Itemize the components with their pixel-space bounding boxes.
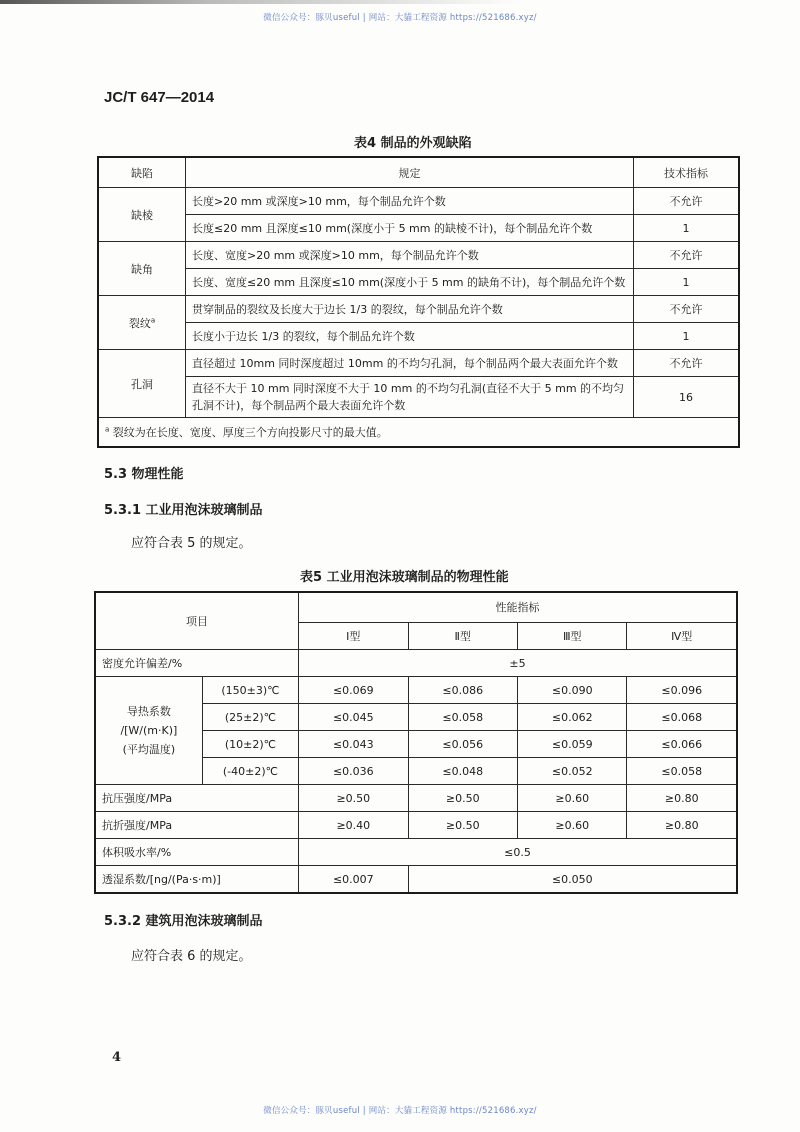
- defect-name: 裂纹$^a$: [98, 296, 186, 350]
- value-cell: ≤0.069: [299, 677, 408, 704]
- rule-cell: 长度≤20 mm 且深度≤10 mm(深度小于 5 mm 的缺棱不计)，每个制品允许个数: [186, 215, 634, 242]
- value-cell: ≤0.096: [627, 677, 737, 704]
- density-value: ±5: [299, 650, 737, 677]
- table-row: [98, 323, 739, 350]
- section-5-3-heading: 5.3 物理性能: [104, 467, 184, 482]
- rule-cell: 长度、宽度>20 mm 或深度>10 mm，每个制品允许个数: [186, 242, 634, 269]
- table-row: [95, 839, 737, 866]
- defect-name: 缺角: [98, 242, 186, 296]
- compressive-label: 抗压强度/MPa: [95, 785, 299, 812]
- value-cell: ≤0.036: [299, 758, 408, 785]
- rule-cell: 直径超过 10mm 同时深度超过 10mm 的不均匀孔洞，每个制品两个最大表面允许个数: [186, 350, 634, 377]
- table-row: [98, 215, 739, 242]
- permeability-label: 透湿系数/[ng/(Pa·s·m)]: [95, 866, 299, 894]
- table-row: [98, 350, 739, 377]
- header-type-4: Ⅳ型: [627, 622, 737, 649]
- table5-physical-properties: [94, 591, 738, 894]
- value-cell: ≤0.068: [627, 704, 737, 731]
- value-cell: ≤0.048: [408, 758, 517, 785]
- temp-cell: (25±2)℃: [202, 704, 298, 731]
- watermark-bottom: 微信公众号：豚贝useful | 网站：大貓工程资源 https://521686.xyz/: [263, 1106, 537, 1116]
- table-row: [98, 269, 739, 296]
- table5-caption: 表5 工业用泡沫玻璃制品的物理性能: [300, 570, 509, 585]
- header-type-1: Ⅰ型: [299, 622, 408, 649]
- value-cell: ≥0.80: [627, 812, 737, 839]
- value-cell: ≥0.50: [408, 812, 517, 839]
- table-row: [95, 650, 737, 677]
- header-index: 技术指标: [634, 157, 740, 188]
- section-5-3-2-text: 应符合表 6 的规定。: [131, 949, 252, 964]
- header-rule: 规定: [186, 157, 634, 188]
- rule-cell: 直径不大于 10 mm 同时深度不大于 10 mm 的不均匀孔洞(直径不大于 5 mm 的不均匀孔洞不计)，每个制品两个最大表面允许个数: [186, 377, 634, 418]
- table-row: [98, 188, 739, 215]
- section-5-3-1-text: 应符合表 5 的规定。: [131, 536, 252, 551]
- rule-cell: 长度、宽度≤20 mm 且深度≤10 mm(深度小于 5 mm 的缺角不计)，每个制品允许个数: [186, 269, 634, 296]
- value-cell: ≤0.059: [518, 731, 627, 758]
- value-cell: ≥0.50: [408, 785, 517, 812]
- value-cell: ≥0.40: [299, 812, 408, 839]
- value-cell: 不允许: [634, 296, 740, 323]
- value-cell: ≤0.086: [408, 677, 517, 704]
- permeability-value-others: ≤0.050: [408, 866, 737, 894]
- table-footnote-row: [98, 418, 739, 448]
- table-row: [95, 677, 737, 704]
- table4-appearance-defects: [97, 156, 740, 448]
- value-cell: ≤0.090: [518, 677, 627, 704]
- value-cell: ≤0.043: [299, 731, 408, 758]
- value-cell: 16: [634, 377, 740, 418]
- header-type-3: Ⅲ型: [518, 622, 627, 649]
- value-cell: ≤0.058: [627, 758, 737, 785]
- header-defect: 缺陷: [98, 157, 186, 188]
- value-cell: 不允许: [634, 242, 740, 269]
- water-absorption-value: ≤0.5: [299, 839, 737, 866]
- standard-code: JC/T 647—2014: [104, 89, 215, 106]
- value-cell: ≤0.058: [408, 704, 517, 731]
- value-cell: ≥0.60: [518, 785, 627, 812]
- value-cell: ≤0.056: [408, 731, 517, 758]
- table-row: [95, 866, 737, 894]
- watermark-top: 微信公众号：豚贝useful | 网站：大貓工程资源 https://521686.xyz/: [263, 13, 537, 23]
- value-cell: 1: [634, 269, 740, 296]
- value-cell: ≥0.50: [299, 785, 408, 812]
- value-cell: ≤0.066: [627, 731, 737, 758]
- table-row: [98, 377, 739, 418]
- table-footnote: $^a$ 裂纹为在长度、宽度、厚度三个方向投影尺寸的最大值。: [98, 418, 739, 448]
- table-row: [95, 812, 737, 839]
- footnote-mark: a: [150, 315, 156, 324]
- value-cell: 不允许: [634, 188, 740, 215]
- table-header-row: [98, 157, 739, 188]
- temp-cell: (10±2)℃: [202, 731, 298, 758]
- header-type-2: Ⅱ型: [408, 622, 517, 649]
- thermal-label: 导热系数 /[W/(m·K)] (平均温度): [95, 677, 202, 785]
- table-row: [98, 296, 739, 323]
- header-performance: 性能指标: [299, 592, 737, 622]
- section-5-3-1-heading: 5.3.1 工业用泡沫玻璃制品: [104, 503, 263, 518]
- header-item: 项目: [95, 592, 299, 650]
- section-5-3-2-heading: 5.3.2 建筑用泡沫玻璃制品: [104, 914, 263, 929]
- density-label: 密度允许偏差/%: [95, 650, 299, 677]
- table-row: [95, 785, 737, 812]
- value-cell: 1: [634, 215, 740, 242]
- value-cell: 1: [634, 323, 740, 350]
- scan-edge-shadow: [0, 0, 520, 4]
- rule-cell: 长度小于边长 1/3 的裂纹，每个制品允许个数: [186, 323, 634, 350]
- value-cell: ≤0.052: [518, 758, 627, 785]
- defect-name: 缺棱: [98, 188, 186, 242]
- temp-cell: (-40±2)℃: [202, 758, 298, 785]
- table4-caption: 表4 制品的外观缺陷: [354, 136, 472, 151]
- temp-cell: (150±3)℃: [202, 677, 298, 704]
- permeability-value-type1: ≤0.007: [299, 866, 408, 894]
- rule-cell: 贯穿制品的裂纹及长度大于边长 1/3 的裂纹，每个制品允许个数: [186, 296, 634, 323]
- rule-cell: 长度>20 mm 或深度>10 mm，每个制品允许个数: [186, 188, 634, 215]
- value-cell: ≥0.60: [518, 812, 627, 839]
- page-number: 4: [112, 1050, 122, 1065]
- water-absorption-label: 体积吸水率/%: [95, 839, 299, 866]
- value-cell: ≥0.80: [627, 785, 737, 812]
- value-cell: ≤0.062: [518, 704, 627, 731]
- table-header-row: [95, 592, 737, 622]
- table-row: [98, 242, 739, 269]
- defect-name: 孔洞: [98, 350, 186, 418]
- value-cell: 不允许: [634, 350, 740, 377]
- value-cell: ≤0.045: [299, 704, 408, 731]
- flexural-label: 抗折强度/MPa: [95, 812, 299, 839]
